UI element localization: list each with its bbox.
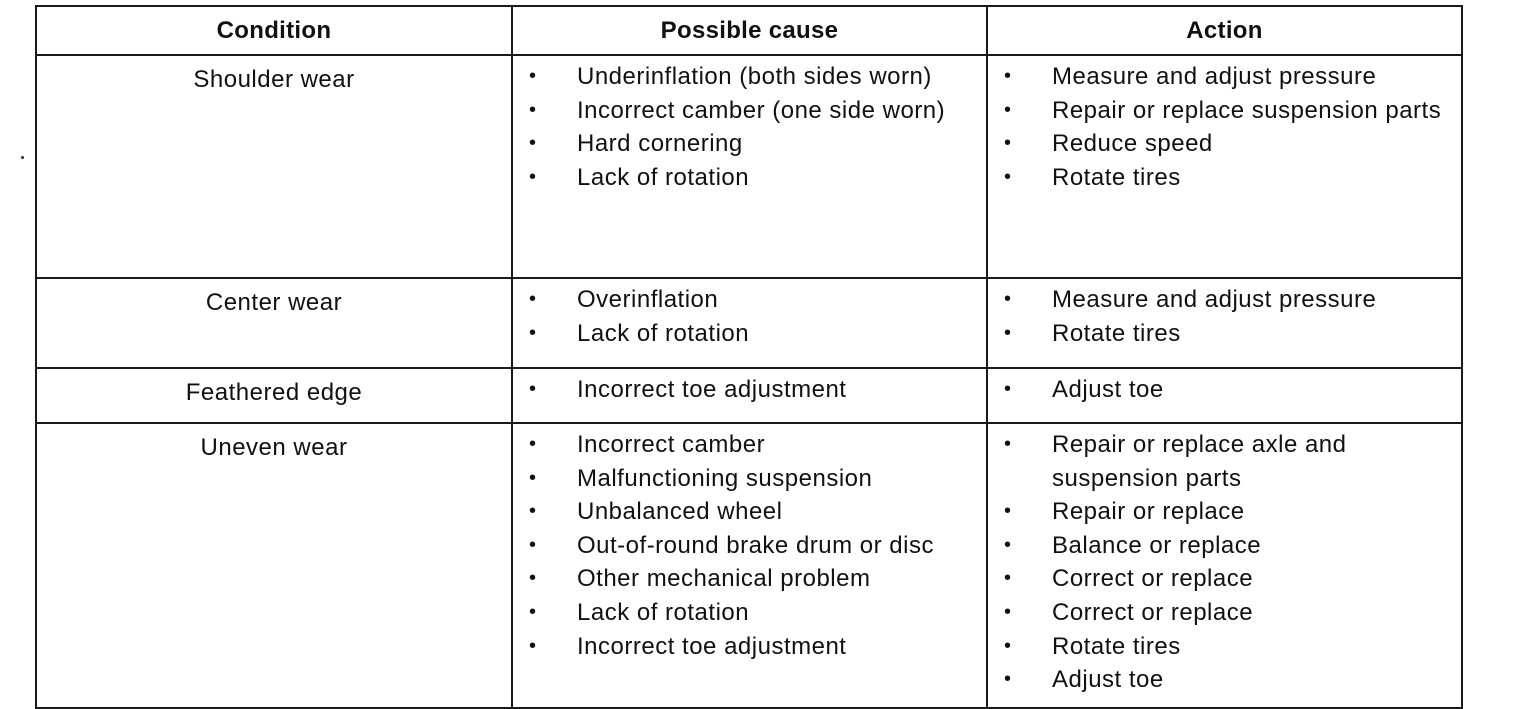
- table-row: [36, 368, 1462, 423]
- cause-item: • Hard cornering: [513, 127, 976, 161]
- condition-cell: Center wear: [36, 278, 512, 368]
- action-item: • Rotate tires: [988, 630, 1451, 664]
- cause-list: [513, 424, 986, 673]
- cause-item: • Other mechanical problem: [513, 562, 976, 596]
- action-list: [988, 369, 1461, 407]
- action-cell: [987, 423, 1462, 708]
- condition-cell: Uneven wear: [36, 423, 512, 708]
- action-item: • Correct or replace: [988, 596, 1451, 630]
- cause-item: • Underinflation (both sides worn): [513, 60, 976, 94]
- action-cell: [987, 368, 1462, 423]
- action-item: • Measure and adjust pressure: [988, 283, 1451, 317]
- table-row: [36, 423, 1462, 708]
- action-item: • Balance or replace: [988, 529, 1451, 563]
- cause-item: • Incorrect toe adjustment: [513, 373, 976, 407]
- cause-item: • Out-of-round brake drum or disc: [513, 529, 976, 563]
- tire-wear-table: [35, 5, 1463, 709]
- action-item: • Repair or replace axle and suspension parts: [988, 428, 1451, 495]
- cause-list: [513, 279, 986, 360]
- action-list: [988, 424, 1461, 707]
- cause-cell: [512, 55, 987, 278]
- action-item: • Repair or replace suspension parts: [988, 94, 1451, 128]
- cause-cell: [512, 368, 987, 423]
- header-possible-cause: Possible cause: [512, 6, 987, 55]
- action-list: [988, 279, 1461, 360]
- action-item: • Adjust toe: [988, 373, 1451, 407]
- action-item: • Reduce speed: [988, 127, 1451, 161]
- cause-item: • Incorrect camber: [513, 428, 976, 462]
- action-cell: [987, 55, 1462, 278]
- cause-list: [513, 369, 986, 407]
- cause-cell: [512, 423, 987, 708]
- action-list: [988, 56, 1461, 204]
- cause-cell: [512, 278, 987, 368]
- cause-item: • Incorrect toe adjustment: [513, 630, 976, 664]
- header-condition: Condition: [36, 6, 512, 55]
- cause-item: • Lack of rotation: [513, 317, 976, 351]
- cause-list: [513, 56, 986, 204]
- action-item: • Repair or replace: [988, 495, 1451, 529]
- stray-dot: [21, 156, 24, 159]
- header-row: [36, 6, 1462, 55]
- cause-item: • Lack of rotation: [513, 596, 976, 630]
- action-cell: [987, 278, 1462, 368]
- cause-item: • Unbalanced wheel: [513, 495, 976, 529]
- condition-cell: Feathered edge: [36, 368, 512, 423]
- table-row: [36, 278, 1462, 368]
- action-item: • Rotate tires: [988, 317, 1451, 351]
- action-item: • Measure and adjust pressure: [988, 60, 1451, 94]
- cause-item: • Incorrect camber (one side worn): [513, 94, 976, 128]
- cause-item: • Malfunctioning suspension: [513, 462, 976, 496]
- action-item: • Rotate tires: [988, 161, 1451, 195]
- action-item: • Adjust toe: [988, 663, 1451, 697]
- cause-item: • Overinflation: [513, 283, 976, 317]
- table-row: [36, 55, 1462, 278]
- condition-cell: Shoulder wear: [36, 55, 512, 278]
- action-item: • Correct or replace: [988, 562, 1451, 596]
- header-action: Action: [987, 6, 1462, 55]
- cause-item: • Lack of rotation: [513, 161, 976, 195]
